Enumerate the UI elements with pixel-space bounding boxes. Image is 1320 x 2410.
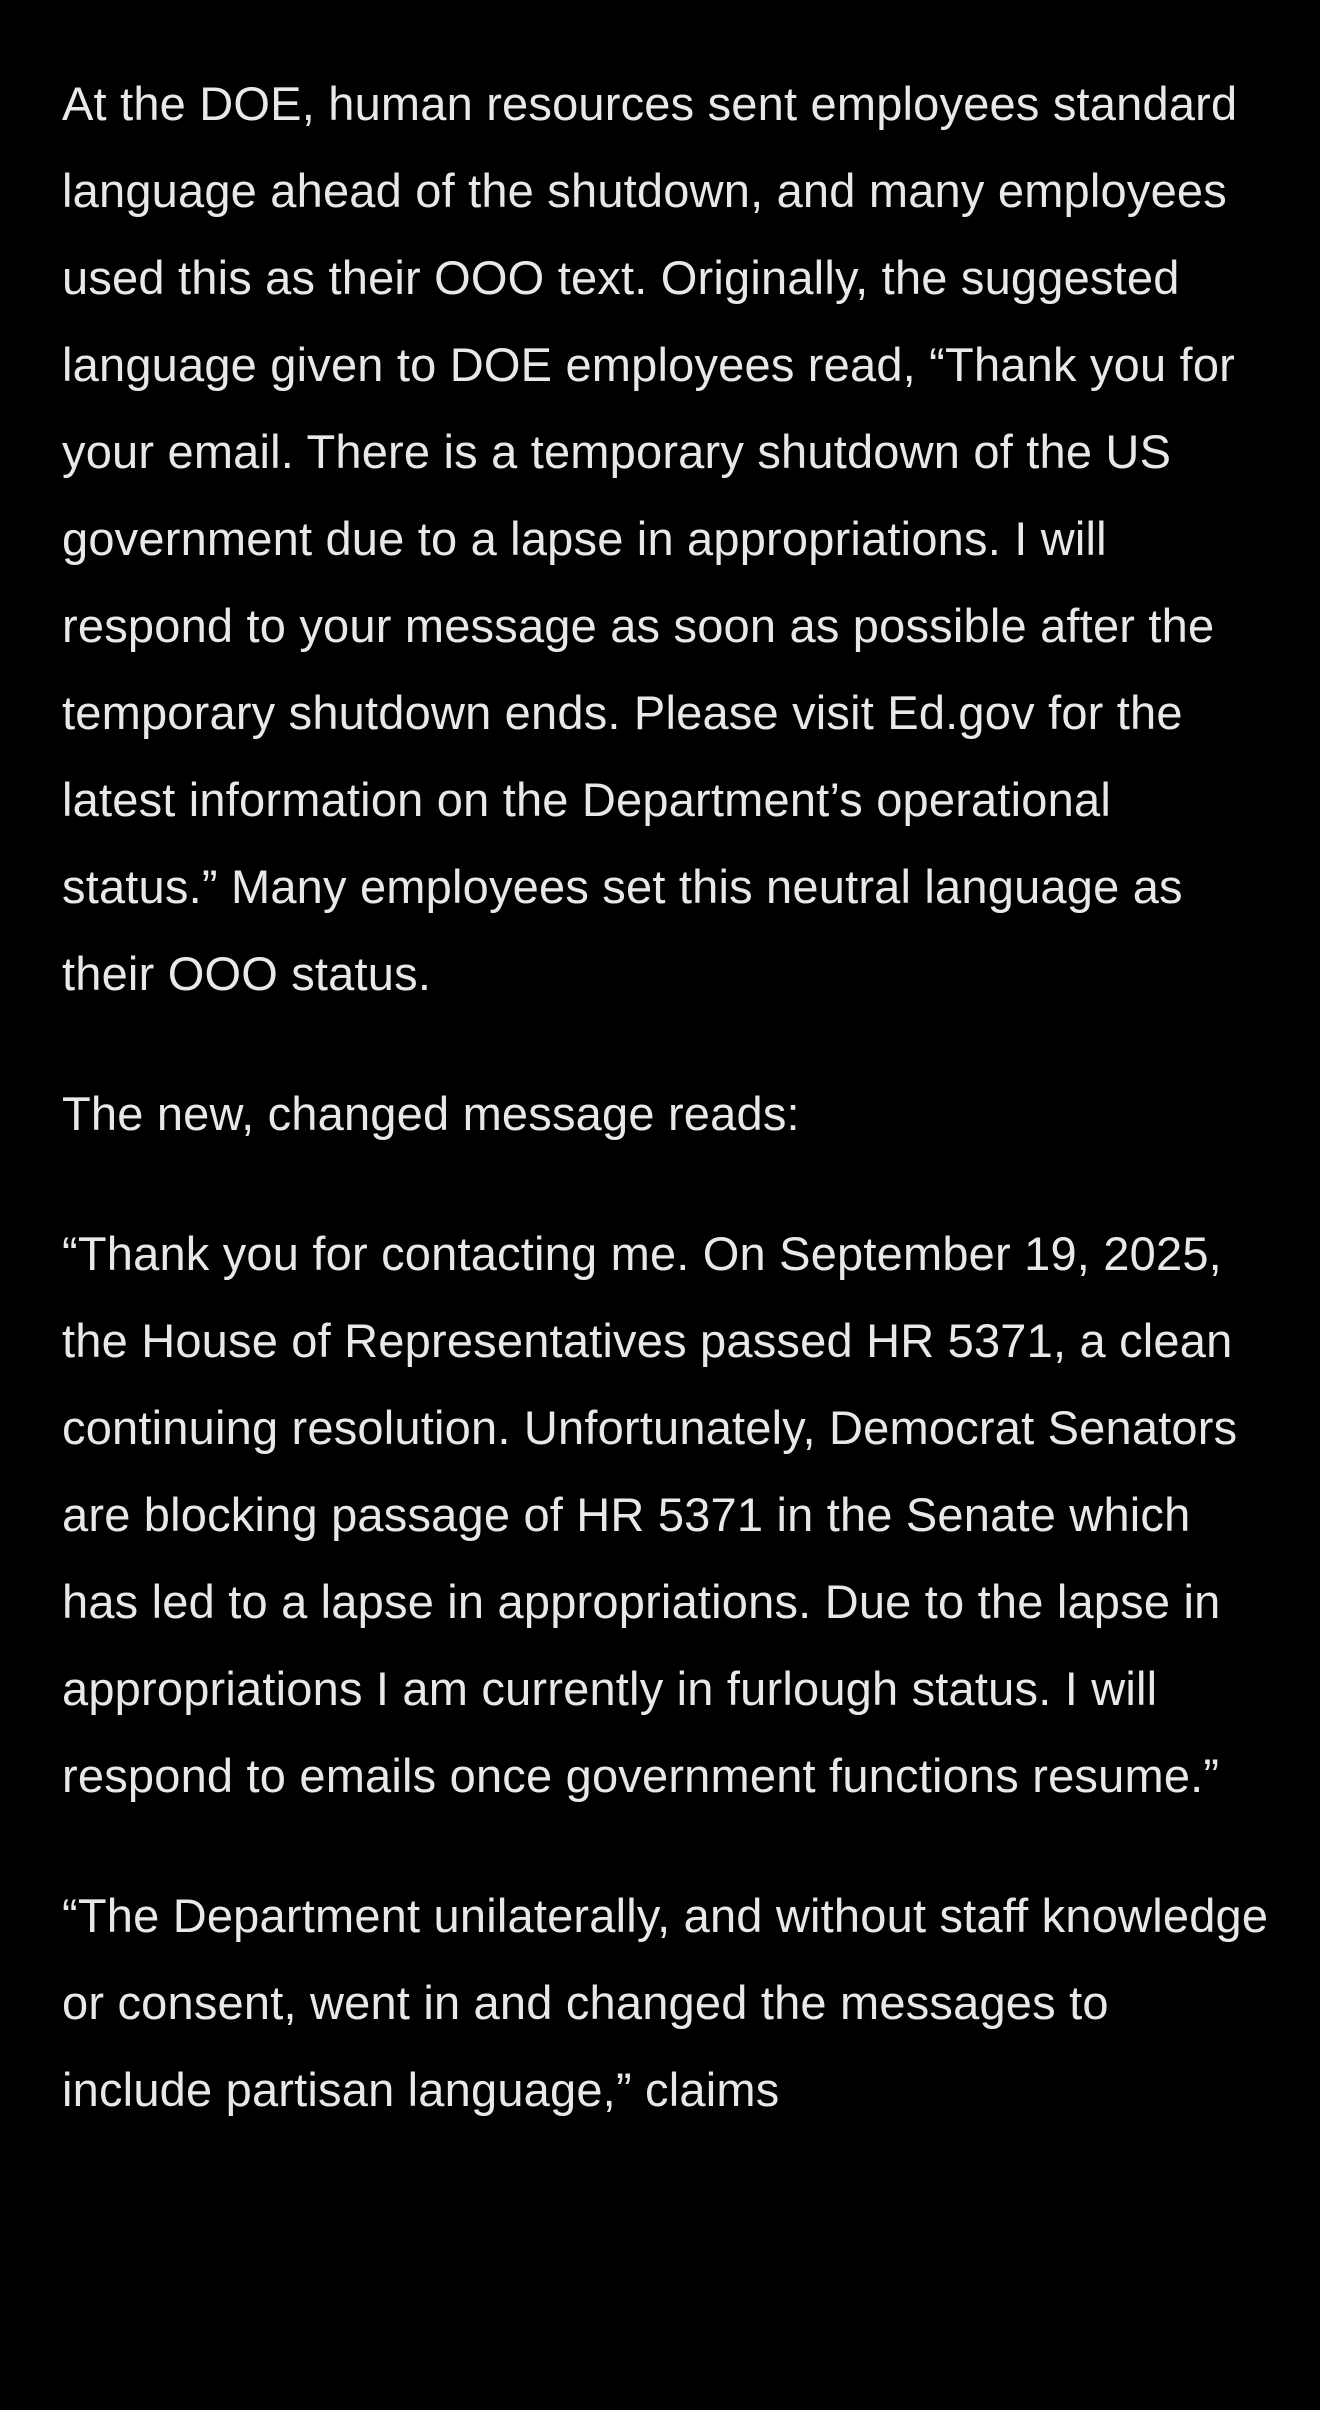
paragraph-original-ooo-language: At the DOE, human resources sent employees standard language ahead of the shutdown, and many employees used this as their OOO text. Originally, the suggested language given to DOE employees read, “Thank you for your email. There is a temporary shutdown of the US government due to a lapse in appropriations. I will respond to your message as soon as possible after the temporary shutdown ends. Please visit Ed.gov for the latest information on the Department’s operational status.” Many employees set this neutral language as their OOO status.: [62, 77, 1238, 1000]
article-body: [62, 60, 1272, 2186]
paragraph-new-message-intro: The new, changed message reads:: [62, 1087, 800, 1140]
paragraph-department-claim: “The Department unilaterally, and without staff knowledge or consent, went in and changed the messages to include partisan language,” claims: [62, 1889, 1269, 2116]
paragraph-changed-ooo-quote: “Thank you for contacting me. On September 19, 2025, the House of Representatives passed HR 5371, a clean continuing resolution. Unfortunately, Democrat Senators are blocking passage of HR 5371 in the Senate which has led to a lapse in appropriations. Due to the lapse in appropriations I am currently in furlough status. I will respond to emails once government functions resume.”: [62, 1227, 1238, 1802]
